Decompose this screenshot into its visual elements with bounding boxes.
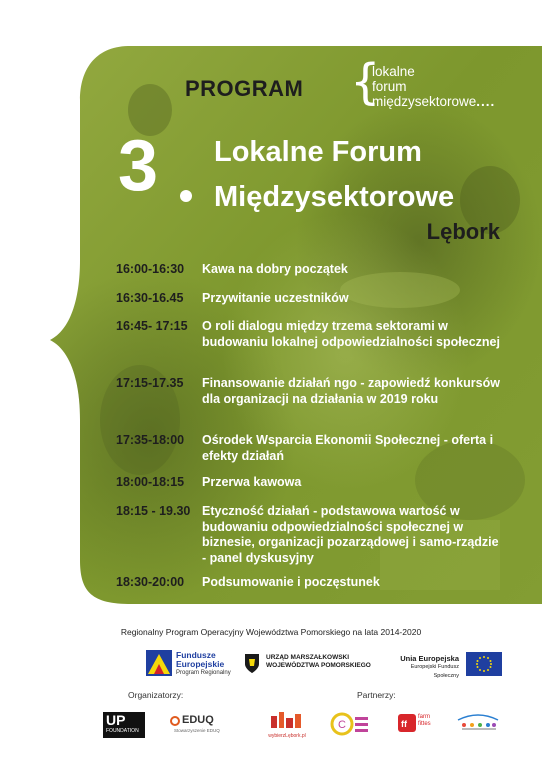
agenda-time: 16:00-16:30: [116, 262, 185, 276]
urzad-line-1: URZĄD MARSZAŁKOWSKI: [266, 654, 350, 661]
forum-tagline: [372, 64, 495, 109]
agenda-text: O roli dialogu między trzema sektorami w budowaniu lokalnej odpowiedzialności społecznej: [202, 319, 500, 349]
fundusze-europejskie-text: [176, 651, 231, 678]
fe-sub: Program Regionalny: [176, 670, 231, 676]
title-line-1: Lokalne Forum: [214, 136, 422, 168]
eduq-sub: Stowarzyszenie EDUQ: [174, 728, 220, 733]
ff-line-2: fittes: [418, 721, 431, 727]
agenda-item: [116, 433, 502, 464]
town-icon: [267, 710, 307, 728]
organizers-label: Organizatorzy:: [128, 690, 184, 700]
agenda-item: [116, 575, 502, 591]
fundusze-europejskie-logo: [146, 650, 172, 676]
agenda-item: [116, 262, 502, 278]
eu-flag-icon: [466, 652, 502, 676]
agenda-text: Etyczność działań - podstawowa wartość w budowaniu odpowiedzialności społecznej w biznesie, organizacji pozarządowej i samo-rządzie - panel dyskusyjny: [202, 504, 499, 565]
agenda-time: 18:15 - 19.30: [116, 504, 191, 518]
ue-title: Unia Europejska: [400, 654, 459, 663]
agenda-text: Przerwa kawowa: [202, 475, 302, 489]
agenda-item: [116, 376, 502, 407]
agenda-time: 17:15-17.35: [116, 376, 184, 390]
eduq-text: EDUQ: [182, 714, 214, 726]
agenda-item: [116, 319, 502, 350]
brace-icon: {: [350, 54, 381, 110]
regional-program-line: Regionalny Program Operacyjny Województwa Pomorskiego na lata 2014-2020: [120, 627, 422, 637]
wybierz-lebork-logo: [262, 710, 312, 739]
pomorskie-griffin-logo: [242, 652, 262, 674]
agenda-time: 18:00-18:15: [116, 475, 185, 489]
city-name: Lębork: [426, 219, 500, 244]
ff-text: [418, 714, 431, 728]
partner-c-logo: [330, 712, 370, 736]
agenda-time: 16:30-16.45: [116, 291, 184, 305]
tagline-dots: ....: [476, 94, 496, 109]
agenda-text: Ośrodek Wsparcia Ekonomii Społecznej - oferta i efekty działań: [202, 433, 494, 463]
fe-title-1: Fundusze: [176, 650, 216, 660]
partner-people-logo: [456, 712, 500, 734]
organizer-partner-logos: [0, 708, 542, 748]
tagline-line-1: lokalne: [372, 64, 415, 79]
agenda-time: 17:35-18:00: [116, 433, 185, 447]
urzad-line-2: WOJEWÓDZTWA POMORSKIEGO: [266, 662, 371, 669]
tagline-word: międzysektorowe: [372, 94, 477, 109]
agenda-text: Podsumowanie i poczęstunek: [202, 575, 380, 589]
up-foundation-logo: [103, 712, 145, 738]
agenda-item: [116, 504, 502, 566]
up-logo-text: UP: [106, 712, 126, 728]
up-logo-sub: FOUNDATION: [106, 728, 139, 734]
agenda-time: 16:45- 17:15: [116, 319, 188, 333]
ue-sub: Europejski Fundusz Społeczny: [410, 664, 459, 679]
partners-label: Partnerzy:: [357, 690, 396, 700]
agenda-item: [116, 475, 502, 491]
tagline-line-2: forum: [372, 79, 407, 94]
agenda-item: [116, 291, 502, 307]
svg-text:ff: ff: [401, 719, 407, 729]
ff-mark-icon: [398, 714, 416, 732]
eduq-mark-icon: [170, 716, 180, 726]
agenda-text: Kawa na dobry początek: [202, 262, 348, 276]
edition-number: 3: [118, 126, 159, 206]
svg-text:C: C: [338, 719, 346, 731]
urzad-marszalkowski-text: [266, 654, 371, 670]
ff-line-1: farm: [418, 714, 430, 720]
funding-logos: [0, 650, 542, 680]
title-line-2: Międzysektorowe: [214, 181, 455, 213]
fe-title-2: Europejskie: [176, 659, 225, 669]
tagline-line-3: [372, 94, 495, 109]
agenda-text: Przywitanie uczestników: [202, 291, 349, 305]
wybierz-lebork-text: wybierzLębork.pl: [268, 733, 306, 739]
program-label: PROGRAM: [185, 76, 304, 101]
agenda-time: 18:30-20:00: [116, 575, 185, 589]
unia-europejska-text: [397, 654, 459, 681]
edition-dot: [180, 190, 192, 202]
agenda-text: Finansowanie działań ngo - zapowiedź konkursów dla organizacji na działania w 2019 roku: [202, 376, 500, 406]
